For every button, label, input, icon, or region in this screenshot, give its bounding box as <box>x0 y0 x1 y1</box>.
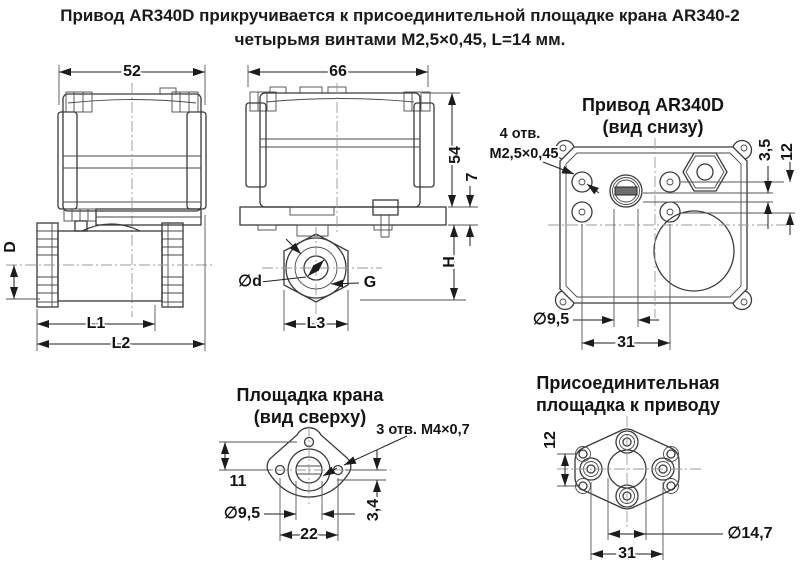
adapter-pad-title-line2: площадка к приводу <box>535 394 721 415</box>
pad-top-title-line2: (вид сверху) <box>253 406 367 427</box>
valve-pad-top-view <box>185 378 477 571</box>
dim-11: 11 <box>229 473 247 491</box>
adapter-pad-title-line1: Присоединительная <box>536 372 720 393</box>
dim-14-7: ∅14,7 <box>727 525 773 543</box>
dim-G-thread: G <box>363 274 377 292</box>
dim-7: 7 <box>464 172 482 182</box>
dim-D: D <box>2 241 20 253</box>
dim-9-5-shaft: ∅9,5 <box>532 311 570 329</box>
adapter-pad-view <box>535 372 800 571</box>
dim-22: 22 <box>300 526 318 544</box>
valve-actuator-front-view <box>232 59 488 371</box>
dim-9-5-pad: ∅9,5 <box>223 505 261 523</box>
actuator-bottom-title-line1: Привод AR340D <box>581 94 725 115</box>
dim-54: 54 <box>447 146 465 164</box>
page-title <box>0 4 800 52</box>
dim-12-bottom-view: 12 <box>779 143 797 161</box>
dim-31-adapter: 31 <box>618 545 636 563</box>
pad-top-holes-note: 3 отв. М4×0,7 <box>376 421 470 438</box>
dim-d-bore: ∅d <box>238 273 262 291</box>
dim-H: H <box>441 256 459 268</box>
page-title-line1: Привод AR340D прикручивается к присоединительной площадке крана AR340-2 <box>60 6 740 25</box>
pad-top-title-line1: Площадка крана <box>236 384 384 405</box>
dim-66: 66 <box>329 63 347 81</box>
shaft-slot <box>615 187 637 195</box>
dim-3-4: 3,4 <box>365 498 383 522</box>
valve-actuator-side-view <box>0 59 235 359</box>
dim-52: 52 <box>123 63 141 81</box>
dim-L1: L1 <box>86 315 106 333</box>
dim-3-5: 3,5 <box>757 138 775 162</box>
actuator-bottom-view <box>487 88 800 371</box>
dim-L3: L3 <box>306 315 326 333</box>
actuator-bottom-title-line2: (вид снизу) <box>602 116 704 137</box>
dim-L2: L2 <box>111 335 131 353</box>
dim-12-adapter: 12 <box>542 431 560 449</box>
page-title-line2: четырьмя винтами М2,5×0,45, L=14 мм. <box>234 30 566 49</box>
dim-31-bottom-view: 31 <box>617 334 635 352</box>
holes-note-line1: 4 отв. <box>499 125 541 142</box>
holes-note-line2: М2,5×0,45 <box>489 145 559 162</box>
